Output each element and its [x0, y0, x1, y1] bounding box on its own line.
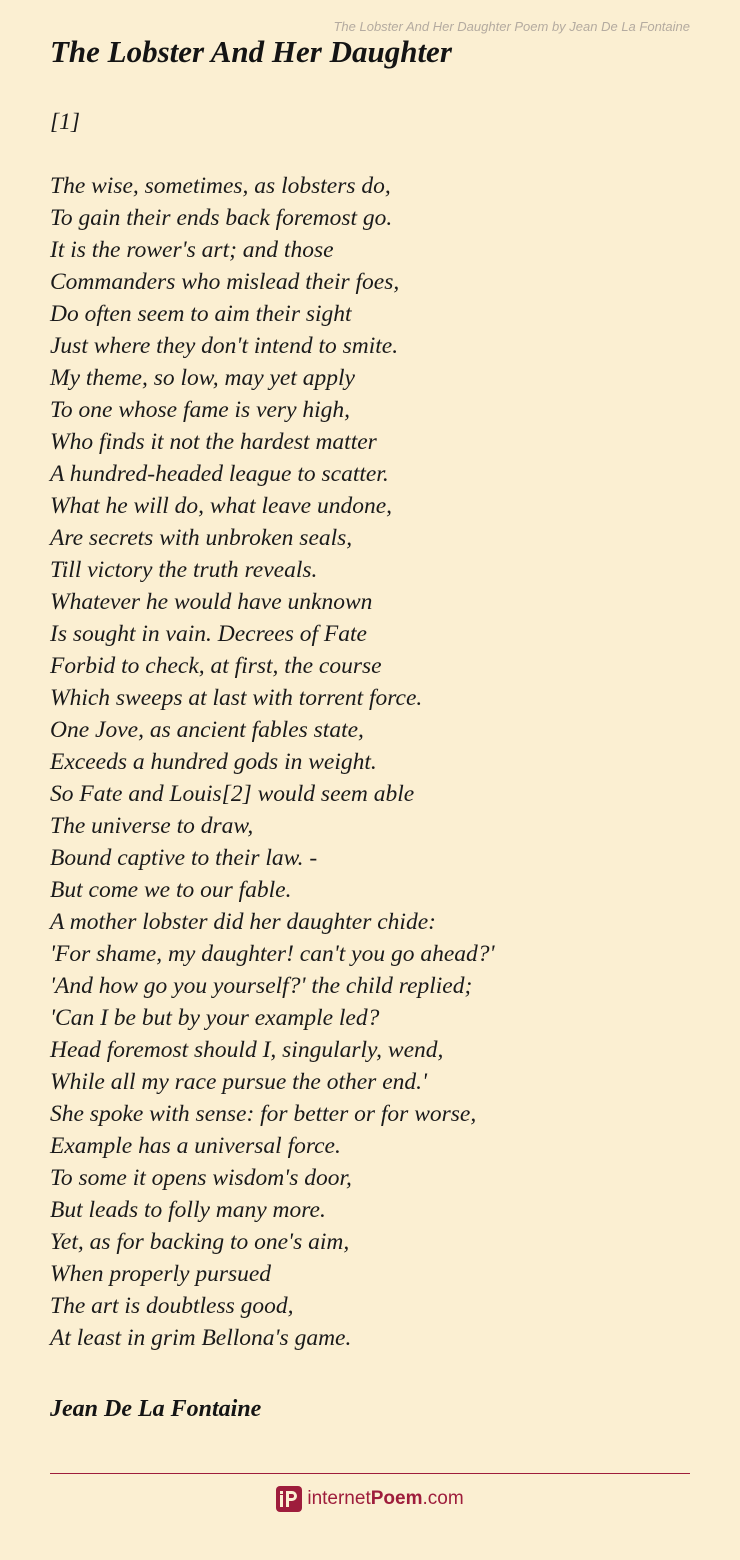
- internetpoem-logo-icon: [276, 1486, 302, 1512]
- internetpoem-logo-link[interactable]: [0, 1486, 740, 1512]
- poem-line: But leads to folly many more.: [50, 1197, 326, 1223]
- poem-line: When properly pursued: [50, 1261, 272, 1287]
- logo-text-prefix: internet: [307, 1488, 371, 1509]
- poem-author: Jean De La Fontaine: [50, 1396, 262, 1422]
- poem-line: Are secrets with unbroken seals,: [50, 525, 353, 551]
- poem-line: A mother lobster did her daughter chide:: [50, 909, 436, 935]
- poem-line: Till victory the truth reveals.: [50, 557, 318, 583]
- poem-line: Commanders who mislead their foes,: [50, 269, 400, 295]
- source-caption: The Lobster And Her Daughter Poem by Jean De La Fontaine: [333, 19, 690, 34]
- poem-line: Exceeds a hundred gods in weight.: [50, 749, 377, 775]
- poem-line: Which sweeps at last with torrent force.: [50, 685, 423, 711]
- poem-line: 'And how go you yourself?' the child replied;: [50, 973, 473, 999]
- poem-line: To one whose fame is very high,: [50, 397, 351, 423]
- poem-line: Who finds it not the hardest matter: [50, 429, 377, 455]
- poem-line: The art is doubtless good,: [50, 1293, 294, 1319]
- poem-line: To gain their ends back foremost go.: [50, 205, 393, 231]
- poem-line: The wise, sometimes, as lobsters do,: [50, 173, 391, 199]
- logo-text-suffix: .com: [422, 1488, 464, 1509]
- poem-line: [1]: [50, 109, 81, 135]
- logo-wordmark: [307, 1488, 463, 1510]
- poem-line: A hundred-headed league to scatter.: [50, 461, 389, 487]
- poem-line: The universe to draw,: [50, 813, 254, 839]
- poem-line: One Jove, as ancient fables state,: [50, 717, 364, 743]
- poem-line: Forbid to check, at first, the course: [50, 653, 382, 679]
- poem-line: Bound captive to their law. -: [50, 845, 318, 871]
- poem-line: What he will do, what leave undone,: [50, 493, 393, 519]
- poem-line: At least in grim Bellona's game.: [50, 1325, 352, 1351]
- poem-line: She spoke with sense: for better or for worse,: [50, 1101, 477, 1127]
- poem-line: Head foremost should I, singularly, wend,: [50, 1037, 444, 1063]
- logo-text-strong: Poem: [370, 1488, 423, 1509]
- poem-line: Is sought in vain. Decrees of Fate: [50, 621, 367, 647]
- poem-line: So Fate and Louis[2] would seem able: [50, 781, 415, 807]
- poem-line: It is the rower's art; and those: [50, 237, 334, 263]
- poem-line: 'For shame, my daughter! can't you go ahead?': [50, 941, 495, 967]
- poem-line: Do often seem to aim their sight: [50, 301, 352, 327]
- poem-line: Example has a universal force.: [50, 1133, 341, 1159]
- poem-line: But come we to our fable.: [50, 877, 292, 903]
- poem-line: My theme, so low, may yet apply: [50, 365, 355, 391]
- poem-line: 'Can I be but by your example led?: [50, 1005, 380, 1031]
- footer-divider: [50, 1473, 690, 1474]
- poem-body: [50, 106, 710, 1354]
- poem-line: Whatever he would have unknown: [50, 589, 373, 615]
- poem-line: To some it opens wisdom's door,: [50, 1165, 352, 1191]
- poem-line: Just where they don't intend to smite.: [50, 333, 399, 359]
- poem-title: The Lobster And Her Daughter: [50, 34, 452, 69]
- poem-line-blank: [50, 138, 710, 170]
- poem-line: Yet, as for backing to one's aim,: [50, 1229, 350, 1255]
- poem-line: While all my race pursue the other end.': [50, 1069, 428, 1095]
